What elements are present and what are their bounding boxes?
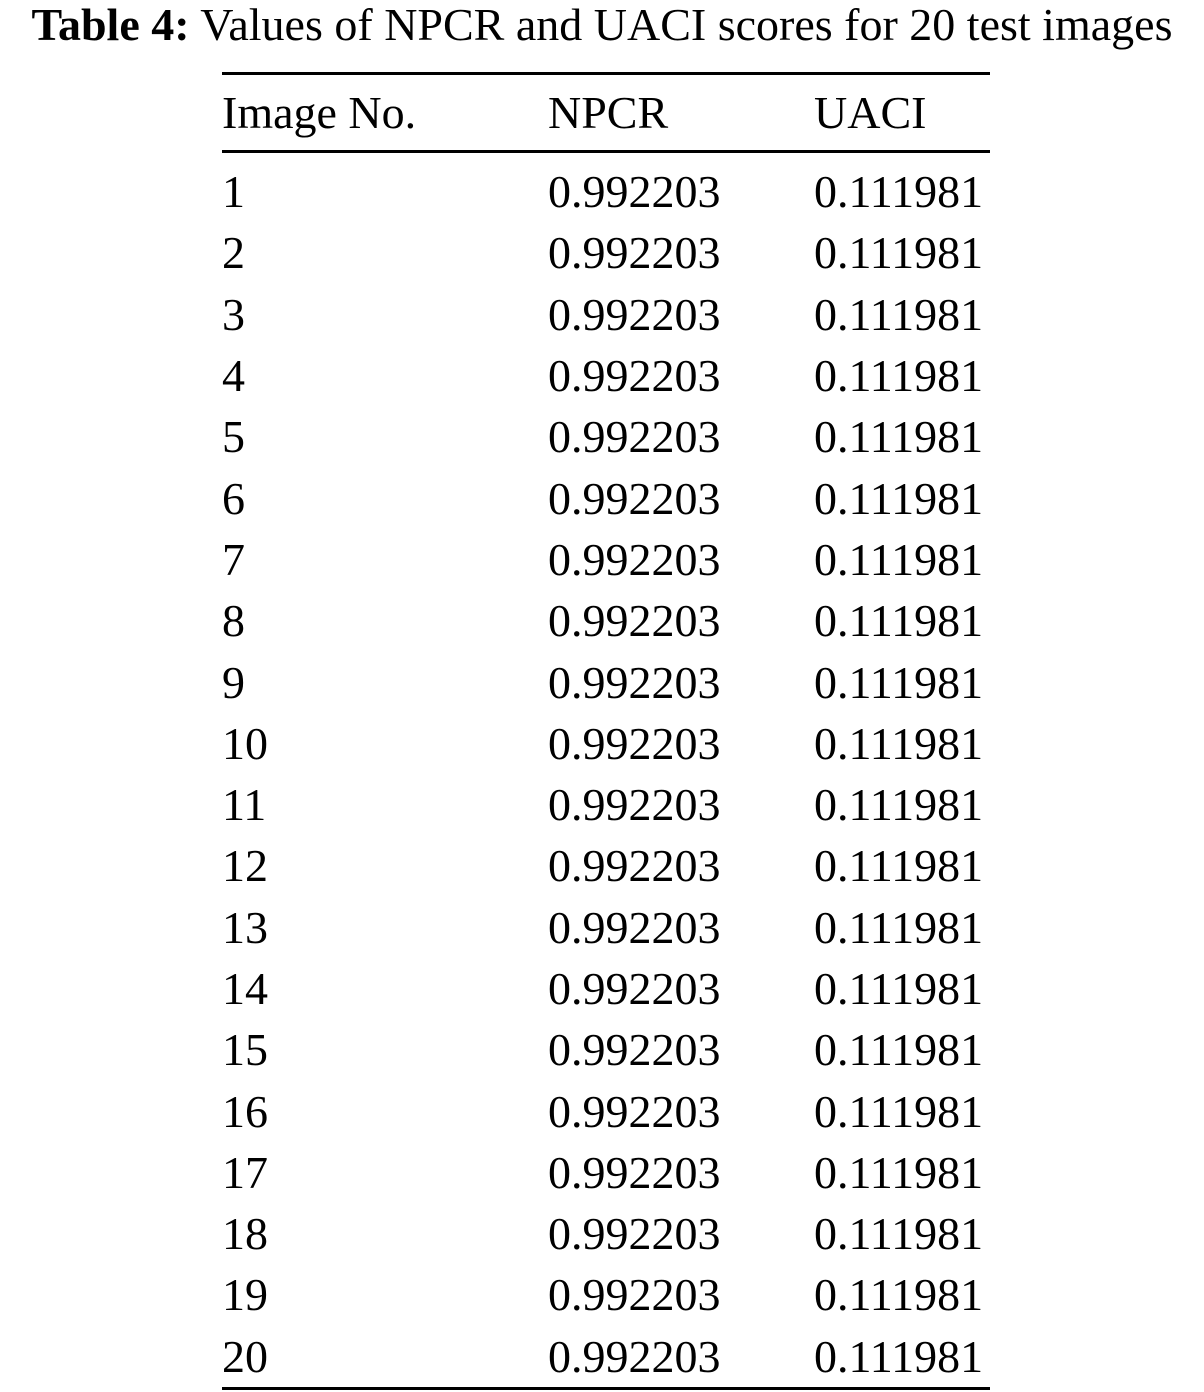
cell-npcr: 0.992203	[548, 779, 721, 831]
cell-image-no: 8	[222, 595, 245, 647]
cell-uaci: 0.111981	[814, 533, 984, 585]
cell-uaci: 0.111981	[814, 1208, 984, 1260]
table-row	[222, 774, 990, 835]
table-header	[222, 74, 990, 152]
table-row	[222, 152, 990, 223]
table-row	[222, 345, 990, 406]
cell-uaci: 0.111981	[814, 779, 984, 831]
cell-uaci: 0.111981	[814, 717, 984, 769]
cell-npcr: 0.992203	[548, 1024, 721, 1076]
table-row	[222, 529, 990, 590]
cell-uaci: 0.111981	[814, 350, 984, 402]
cell-image-no: 10	[222, 717, 268, 769]
table-body	[222, 152, 990, 1389]
table-row	[222, 1019, 990, 1080]
cell-npcr: 0.992203	[548, 288, 721, 340]
cell-npcr: 0.992203	[548, 1085, 721, 1137]
cell-uaci: 0.111981	[814, 595, 984, 647]
cell-image-no: 18	[222, 1208, 268, 1260]
cell-uaci: 0.111981	[814, 166, 984, 218]
cell-npcr: 0.992203	[548, 1269, 721, 1321]
table-row	[222, 284, 990, 345]
cell-uaci: 0.111981	[814, 1269, 984, 1321]
cell-npcr: 0.992203	[548, 901, 721, 953]
cell-npcr: 0.992203	[548, 350, 721, 402]
cell-uaci: 0.111981	[814, 1085, 984, 1137]
cell-uaci: 0.111981	[814, 472, 984, 524]
table-row	[222, 1142, 990, 1203]
table-row	[222, 713, 990, 774]
cell-npcr: 0.992203	[548, 1208, 721, 1260]
cell-image-no: 11	[222, 779, 267, 831]
cell-uaci: 0.111981	[814, 411, 984, 463]
cell-npcr: 0.992203	[548, 166, 721, 218]
header-image-no: Image No.	[222, 87, 417, 138]
cell-uaci: 0.111981	[814, 227, 984, 279]
cell-image-no: 2	[222, 227, 245, 279]
cell-image-no: 12	[222, 840, 268, 892]
table-row	[222, 897, 990, 958]
cell-image-no: 20	[222, 1330, 268, 1382]
table-caption-label: Table 4:	[31, 0, 190, 50]
cell-uaci: 0.111981	[814, 1146, 984, 1198]
cell-uaci: 0.111981	[814, 656, 984, 708]
cell-npcr: 0.992203	[548, 656, 721, 708]
cell-image-no: 16	[222, 1085, 268, 1137]
results-table-container	[222, 72, 990, 1390]
cell-uaci: 0.111981	[814, 1330, 984, 1382]
table-row	[222, 467, 990, 528]
cell-npcr: 0.992203	[548, 411, 721, 463]
cell-image-no: 1	[222, 166, 245, 218]
table-caption-text: Values of NPCR and UACI scores for 20 test images	[200, 0, 1173, 50]
header-row	[222, 74, 990, 152]
cell-image-no: 14	[222, 963, 268, 1014]
cell-uaci: 0.111981	[814, 840, 984, 892]
cell-uaci: 0.111981	[814, 1024, 984, 1076]
table-row	[222, 406, 990, 467]
cell-image-no: 3	[222, 288, 245, 340]
cell-npcr: 0.992203	[548, 840, 721, 892]
header-uaci: UACI	[814, 87, 927, 138]
cell-image-no: 13	[222, 901, 268, 953]
npcr-uaci-table	[222, 72, 990, 1390]
table-caption	[0, 0, 1204, 50]
cell-uaci: 0.111981	[814, 288, 984, 340]
cell-image-no: 15	[222, 1024, 268, 1076]
cell-npcr: 0.992203	[548, 595, 721, 647]
table-row	[222, 1264, 990, 1325]
table-row	[222, 1326, 990, 1389]
cell-image-no: 7	[222, 533, 245, 585]
cell-npcr: 0.992203	[548, 472, 721, 524]
table-row	[222, 590, 990, 651]
cell-image-no: 9	[222, 656, 245, 708]
cell-npcr: 0.992203	[548, 717, 721, 769]
cell-image-no: 19	[222, 1269, 268, 1321]
cell-npcr: 0.992203	[548, 963, 721, 1014]
cell-npcr: 0.992203	[548, 1330, 721, 1382]
cell-npcr: 0.992203	[548, 227, 721, 279]
cell-image-no: 4	[222, 350, 245, 402]
cell-uaci: 0.111981	[814, 963, 984, 1014]
cell-image-no: 5	[222, 411, 245, 463]
table-row	[222, 651, 990, 712]
cell-image-no: 17	[222, 1146, 268, 1198]
table-row	[222, 1203, 990, 1264]
table-row	[222, 958, 990, 1019]
cell-image-no: 6	[222, 472, 245, 524]
cell-uaci: 0.111981	[814, 901, 984, 953]
table-row	[222, 1080, 990, 1141]
table-row	[222, 835, 990, 896]
table-row	[222, 222, 990, 283]
header-npcr: NPCR	[548, 87, 669, 138]
cell-npcr: 0.992203	[548, 533, 721, 585]
cell-npcr: 0.992203	[548, 1146, 721, 1198]
